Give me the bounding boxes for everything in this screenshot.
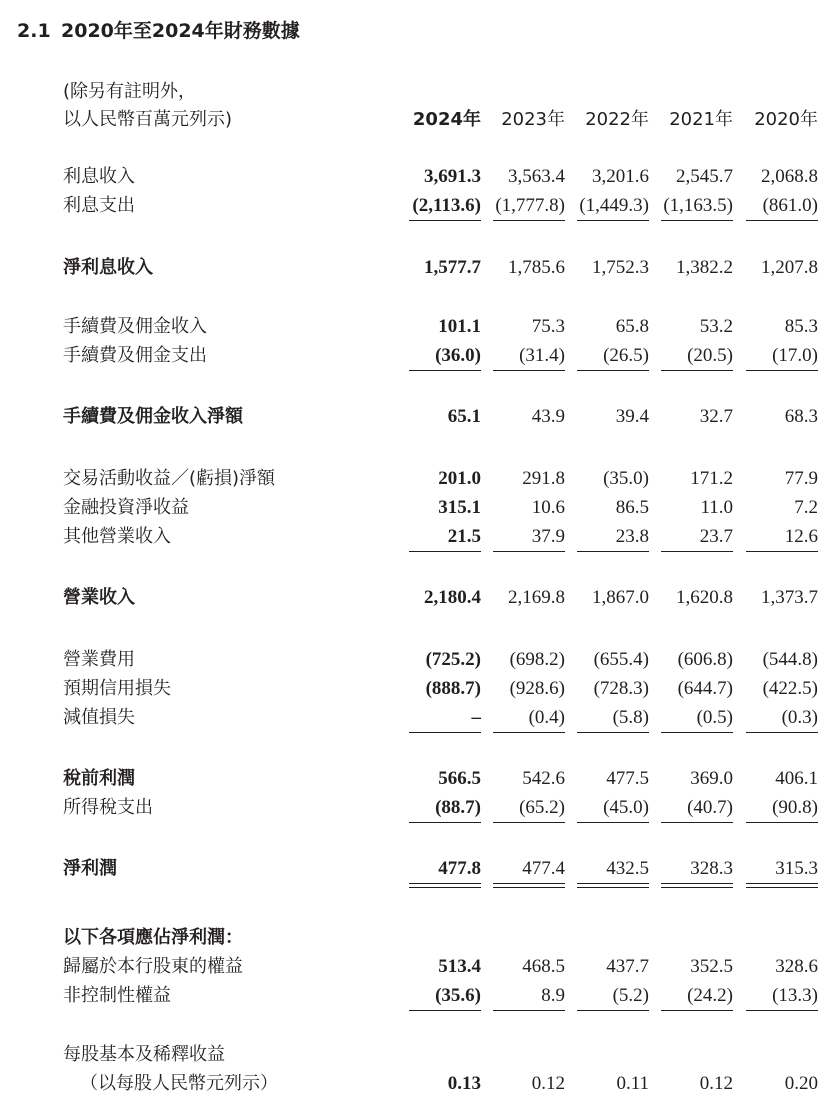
subtotal-underline xyxy=(661,220,733,221)
subtotal-underline xyxy=(746,370,818,371)
table-cell: 39.4 xyxy=(615,406,649,427)
row-label: 非控制性權益 xyxy=(63,985,171,1006)
table-cell: 328.3 xyxy=(690,858,733,879)
double-underline xyxy=(577,883,649,888)
subtotal-underline xyxy=(746,1010,818,1011)
table-cell: (698.2) xyxy=(509,649,565,670)
subtotal-underline xyxy=(577,220,649,221)
column-header-3: 2021年 xyxy=(669,109,733,130)
table-cell: (24.2) xyxy=(687,985,733,1006)
double-underline xyxy=(661,883,733,888)
subtotal-underline xyxy=(661,732,733,733)
subtotal-underline xyxy=(493,1010,565,1011)
table-cell: (5.8) xyxy=(612,707,649,728)
table-cell: 291.8 xyxy=(522,468,565,489)
subtotal-underline xyxy=(577,1010,649,1011)
table-cell: 2,545.7 xyxy=(676,166,733,187)
table-cell: 3,563.4 xyxy=(508,166,565,187)
table-cell: 101.1 xyxy=(438,316,481,337)
table-cell: (0.5) xyxy=(696,707,733,728)
table-cell: (35.6) xyxy=(435,985,481,1006)
table-cell: 201.0 xyxy=(438,468,481,489)
subtotal-underline xyxy=(661,370,733,371)
section-heading: 2020年至2024年財務數據 xyxy=(61,20,300,42)
table-cell: (888.7) xyxy=(425,678,481,699)
table-cell: 86.5 xyxy=(615,497,649,518)
subtotal-underline xyxy=(493,732,565,733)
row-label: 營業收入 xyxy=(63,587,135,608)
row-label: 預期信用損失 xyxy=(63,678,171,699)
table-cell: (17.0) xyxy=(772,345,818,366)
subtotal-underline xyxy=(409,732,481,733)
row-label: 減值損失 xyxy=(63,707,135,728)
table-cell: (1,777.8) xyxy=(495,195,565,216)
table-cell: (861.0) xyxy=(762,195,818,216)
subtotal-underline xyxy=(661,822,733,823)
table-cell: 406.1 xyxy=(775,768,818,789)
table-cell: (26.5) xyxy=(603,345,649,366)
table-cell: 0.13 xyxy=(447,1073,481,1094)
table-cell: (88.7) xyxy=(435,797,481,818)
table-cell: (422.5) xyxy=(762,678,818,699)
table-cell: (1,163.5) xyxy=(663,195,733,216)
table-cell: 1,752.3 xyxy=(592,257,649,278)
table-cell: 437.7 xyxy=(606,956,649,977)
table-cell: (0.4) xyxy=(528,707,565,728)
table-cell: 65.8 xyxy=(615,316,649,337)
table-cell: (728.3) xyxy=(593,678,649,699)
row-label: 利息支出 xyxy=(63,195,135,216)
unit-note-line-1: (除另有註明外， xyxy=(63,81,197,102)
row-label: 每股基本及稀釋收益 xyxy=(63,1044,225,1065)
table-cell: 68.3 xyxy=(784,406,818,427)
row-label: 淨利潤 xyxy=(63,858,117,879)
column-header-2: 2022年 xyxy=(585,109,649,130)
table-cell: (13.3) xyxy=(772,985,818,1006)
table-cell: 12.6 xyxy=(784,526,818,547)
subtotal-underline xyxy=(746,220,818,221)
double-underline xyxy=(493,883,565,888)
table-cell: 75.3 xyxy=(531,316,565,337)
table-cell: 477.8 xyxy=(438,858,481,879)
table-cell: 7.2 xyxy=(794,497,818,518)
row-label: 淨利息收入 xyxy=(63,257,153,278)
subtotal-underline xyxy=(746,822,818,823)
table-cell: 315.1 xyxy=(438,497,481,518)
subtotal-underline xyxy=(493,220,565,221)
table-cell: (65.2) xyxy=(519,797,565,818)
table-cell: (36.0) xyxy=(435,345,481,366)
section-title xyxy=(17,18,300,44)
subtotal-underline xyxy=(746,732,818,733)
subtotal-underline xyxy=(409,822,481,823)
table-cell: 11.0 xyxy=(700,497,733,518)
table-cell: (2,113.6) xyxy=(412,195,481,216)
table-cell: 315.3 xyxy=(775,858,818,879)
table-cell: 32.7 xyxy=(699,406,733,427)
table-cell: 37.9 xyxy=(531,526,565,547)
double-underline xyxy=(409,883,481,888)
row-label: 手續費及佣金收入 xyxy=(63,316,207,337)
column-header-1: 2023年 xyxy=(501,109,565,130)
table-cell: 0.12 xyxy=(699,1073,733,1094)
table-cell: 477.5 xyxy=(606,768,649,789)
subtotal-underline xyxy=(577,551,649,552)
table-cell: – xyxy=(471,707,481,728)
table-cell: (31.4) xyxy=(519,345,565,366)
subtotal-underline xyxy=(409,551,481,552)
subtotal-underline xyxy=(493,370,565,371)
table-cell: 2,068.8 xyxy=(761,166,818,187)
row-label: （以每股人民幣元列示） xyxy=(80,1073,278,1094)
row-label: 所得稅支出 xyxy=(63,797,153,818)
table-cell: (20.5) xyxy=(687,345,733,366)
table-cell: 1,785.6 xyxy=(508,257,565,278)
unit-note xyxy=(63,78,232,134)
subtotal-underline xyxy=(661,1010,733,1011)
table-cell: 8.9 xyxy=(541,985,565,1006)
subtotal-underline xyxy=(661,551,733,552)
table-cell: (606.8) xyxy=(677,649,733,670)
row-label: 其他營業收入 xyxy=(63,526,171,547)
table-cell: 468.5 xyxy=(522,956,565,977)
table-cell: 432.5 xyxy=(606,858,649,879)
table-cell: (40.7) xyxy=(687,797,733,818)
table-cell: (5.2) xyxy=(612,985,649,1006)
row-label: 手續費及佣金支出 xyxy=(63,345,207,366)
subtotal-underline xyxy=(409,370,481,371)
table-cell: (928.6) xyxy=(509,678,565,699)
table-cell: (35.0) xyxy=(603,468,649,489)
table-cell: 0.12 xyxy=(531,1073,565,1094)
subtotal-underline xyxy=(577,822,649,823)
row-label: 金融投資淨收益 xyxy=(63,497,189,518)
table-cell: 3,691.3 xyxy=(424,166,481,187)
table-cell: (644.7) xyxy=(677,678,733,699)
table-cell: 477.4 xyxy=(522,858,565,879)
table-cell: 0.11 xyxy=(616,1073,649,1094)
table-cell: 369.0 xyxy=(690,768,733,789)
table-cell: 23.8 xyxy=(615,526,649,547)
table-cell: 352.5 xyxy=(690,956,733,977)
table-cell: 10.6 xyxy=(531,497,565,518)
column-header-0: 2024年 xyxy=(412,109,481,130)
row-label: 交易活動收益／(虧損)淨額 xyxy=(63,468,276,489)
table-cell: 21.5 xyxy=(447,526,481,547)
table-cell: (90.8) xyxy=(772,797,818,818)
section-number: 2.1 xyxy=(17,20,51,42)
row-label: 稅前利潤 xyxy=(63,768,135,789)
table-cell: 53.2 xyxy=(699,316,733,337)
table-cell: (544.8) xyxy=(762,649,818,670)
table-cell: 513.4 xyxy=(438,956,481,977)
table-cell: 85.3 xyxy=(784,316,818,337)
row-label: 歸屬於本行股東的權益 xyxy=(63,956,243,977)
subtotal-underline xyxy=(577,370,649,371)
table-cell: (0.3) xyxy=(781,707,818,728)
table-cell: 43.9 xyxy=(531,406,565,427)
table-cell: 171.2 xyxy=(690,468,733,489)
table-cell: 0.20 xyxy=(784,1073,818,1094)
table-cell: 1,867.0 xyxy=(592,587,649,608)
subtotal-underline xyxy=(493,822,565,823)
table-cell: 2,180.4 xyxy=(424,587,481,608)
table-cell: 1,207.8 xyxy=(761,257,818,278)
subtotal-underline xyxy=(577,732,649,733)
subtotal-underline xyxy=(746,551,818,552)
table-cell: 65.1 xyxy=(447,406,481,427)
table-cell: 1,373.7 xyxy=(761,587,818,608)
unit-note-line-2: 以人民幣百萬元列示) xyxy=(63,109,233,130)
table-cell: 566.5 xyxy=(438,768,481,789)
column-header-4: 2020年 xyxy=(754,109,818,130)
table-cell: 77.9 xyxy=(784,468,818,489)
table-cell: 1,577.7 xyxy=(424,257,481,278)
subtotal-underline xyxy=(409,220,481,221)
table-cell: 2,169.8 xyxy=(508,587,565,608)
table-cell: 328.6 xyxy=(775,956,818,977)
subtotal-underline xyxy=(409,1010,481,1011)
double-underline xyxy=(746,883,818,888)
table-cell: (1,449.3) xyxy=(579,195,649,216)
row-label: 營業費用 xyxy=(63,649,135,670)
table-cell: 1,620.8 xyxy=(676,587,733,608)
table-cell: 542.6 xyxy=(522,768,565,789)
row-label: 以下各項應佔淨利潤： xyxy=(63,927,243,948)
table-cell: (655.4) xyxy=(593,649,649,670)
table-cell: 1,382.2 xyxy=(676,257,733,278)
subtotal-underline xyxy=(493,551,565,552)
table-cell: 3,201.6 xyxy=(592,166,649,187)
row-label: 手續費及佣金收入淨額 xyxy=(63,406,243,427)
row-label: 利息收入 xyxy=(63,166,135,187)
table-cell: (725.2) xyxy=(425,649,481,670)
table-cell: 23.7 xyxy=(699,526,733,547)
table-cell: (45.0) xyxy=(603,797,649,818)
